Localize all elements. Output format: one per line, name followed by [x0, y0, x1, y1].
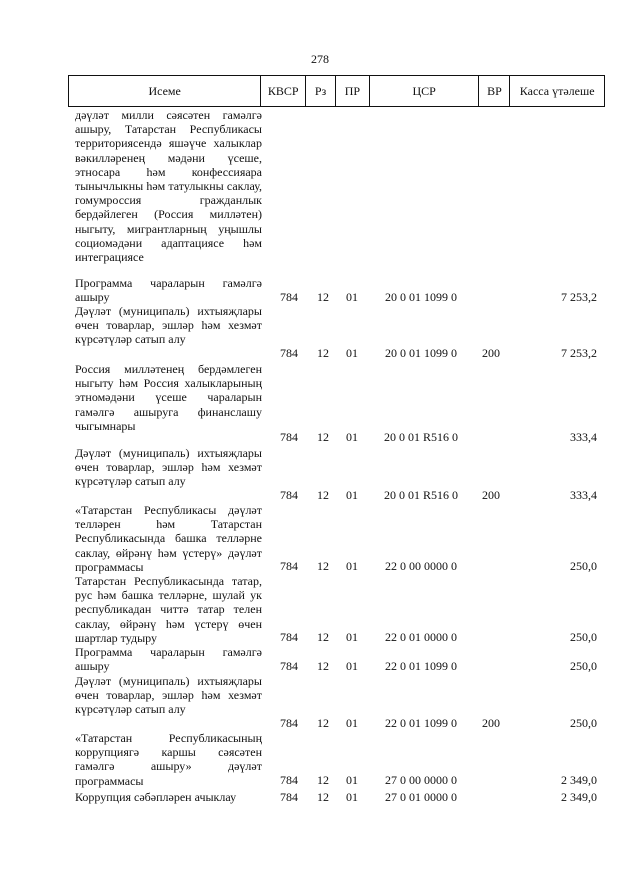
row-rz: 12	[317, 290, 329, 304]
table-row	[75, 108, 605, 275]
row-rz: 12	[317, 559, 329, 573]
row-pr: 01	[346, 430, 358, 444]
row-csr: 27 0 00 0000 0	[385, 773, 457, 787]
row-sum: 2 349,0	[561, 773, 597, 787]
table-row	[75, 362, 605, 444]
header-pr: ПР	[336, 76, 370, 106]
row-csr: 20 0 01 1099 0	[385, 346, 457, 360]
table-row	[75, 674, 605, 730]
row-sum: 250,0	[570, 659, 597, 673]
header-vr: ВР	[479, 76, 510, 106]
table-row	[75, 304, 605, 360]
row-pr: 01	[346, 346, 358, 360]
row-vr: 200	[482, 488, 500, 502]
row-sum: 7 253,2	[561, 346, 597, 360]
header-rz: Рз	[306, 76, 336, 106]
table-row	[75, 574, 605, 644]
row-csr: 20 0 01 1099 0	[385, 290, 457, 304]
row-pr: 01	[346, 630, 358, 644]
table-row	[75, 790, 605, 804]
row-sum: 2 349,0	[561, 790, 597, 804]
table-row	[75, 446, 605, 502]
row-rz: 12	[317, 659, 329, 673]
row-name: Дәүләт (муниципаль) ихтыяҗлары өчен товарлар, эшләр һәм хезмәт күрсәтүләр сатып алу	[75, 674, 262, 717]
row-name: дәүләт милли сәясәтен гамәлгә ашыру, Татарстан Республикасы территориясендә яшәүче халыклар вәкилләренең мәдәни үсеше, этносара һәм конфессияара тынычлыкны һәм татулыкны саклау, гомумроссия гражданлык бердәйлеген (Россия милләтен) ныгыту, мигрантларның уңышлы социомәдәни адаптациясе һәм интеграциясе	[75, 108, 262, 265]
row-name: Программа чараларын гамәлгә ашыру	[75, 276, 262, 305]
page-number: 278	[311, 52, 329, 66]
row-name: «Татарстан Республикасының коррупциягә каршы сәясәтен гамәлгә ашыру» дәүләт программасы	[75, 731, 262, 788]
row-pr: 01	[346, 716, 358, 730]
row-rz: 12	[317, 630, 329, 644]
row-name: Программа чараларын гамәлгә ашыру	[75, 645, 262, 674]
row-sum: 250,0	[570, 716, 597, 730]
header-csr: ЦСР	[370, 76, 480, 106]
row-kvsr: 784	[280, 488, 298, 502]
row-sum: 7 253,2	[561, 290, 597, 304]
row-rz: 12	[317, 430, 329, 444]
row-rz: 12	[317, 346, 329, 360]
row-name: Татарстан Республикасында татар, рус һәм башка телләрне, шулай ук республикадан читтә татар телен саклау, өйрәнү һәм үстерү өчен шартлар тудыру	[75, 574, 262, 645]
row-rz: 12	[317, 488, 329, 502]
row-csr: 20 0 01 R516 0	[383, 488, 458, 502]
row-kvsr: 784	[280, 346, 298, 360]
row-name: Коррупция сәбәпләрен ачыклау	[75, 790, 237, 804]
row-pr: 01	[346, 290, 358, 304]
row-csr: 22 0 00 0000 0	[385, 559, 457, 573]
row-vr: 200	[482, 716, 500, 730]
row-kvsr: 784	[280, 773, 298, 787]
row-kvsr: 784	[280, 659, 298, 673]
row-kvsr: 784	[280, 716, 298, 730]
row-name: Дәүләт (муниципаль) ихтыяҗлары өчен товарлар, эшләр һәм хезмәт күрсәтүләр сатып алу	[75, 304, 262, 347]
row-sum: 333,4	[570, 488, 597, 502]
row-rz: 12	[317, 790, 329, 804]
header-kassa: Касса үтәлеше	[519, 83, 595, 98]
row-pr: 01	[346, 488, 358, 502]
row-pr: 01	[346, 790, 358, 804]
table-row	[75, 645, 605, 673]
table-row	[75, 503, 605, 573]
row-csr: 22 0 01 0000 0	[385, 630, 457, 644]
row-pr: 01	[346, 659, 358, 673]
row-sum: 250,0	[570, 630, 597, 644]
row-pr: 01	[346, 773, 358, 787]
row-rz: 12	[317, 773, 329, 787]
header-kvsr: КВСР	[261, 76, 306, 106]
row-kvsr: 784	[280, 790, 298, 804]
table-header	[68, 75, 605, 107]
table-row	[75, 731, 605, 787]
row-vr: 200	[482, 346, 500, 360]
row-csr: 27 0 01 0000 0	[385, 790, 457, 804]
row-kvsr: 784	[280, 430, 298, 444]
row-csr: 22 0 01 1099 0	[385, 659, 457, 673]
row-pr: 01	[346, 559, 358, 573]
row-kvsr: 784	[280, 290, 298, 304]
row-sum: 333,4	[570, 430, 597, 444]
row-name: Дәүләт (муниципаль) ихтыяҗлары өчен товарлар, эшләр һәм хезмәт күрсәтүләр сатып алу	[75, 446, 262, 489]
row-sum: 250,0	[570, 559, 597, 573]
row-rz: 12	[317, 716, 329, 730]
row-kvsr: 784	[280, 559, 298, 573]
row-kvsr: 784	[280, 630, 298, 644]
row-name: Россия милләтенең бердәмлеген ныгыту һәм Россия халыкларының этномәдәни үсеше чараларын гамәлгә ашыруга финанслашу чыгымнары	[75, 362, 262, 433]
row-csr: 22 0 01 1099 0	[385, 716, 457, 730]
table-row	[75, 276, 605, 304]
header-name: Исеме	[69, 76, 261, 106]
row-csr: 20 0 01 R516 0	[383, 430, 458, 444]
row-name: «Татарстан Республикасы дәүләт телләрен һәм Татарстан Республикасында башка телләрне саклау, өйрәнү һәм үстерү» дәүләт программасы	[75, 503, 262, 574]
